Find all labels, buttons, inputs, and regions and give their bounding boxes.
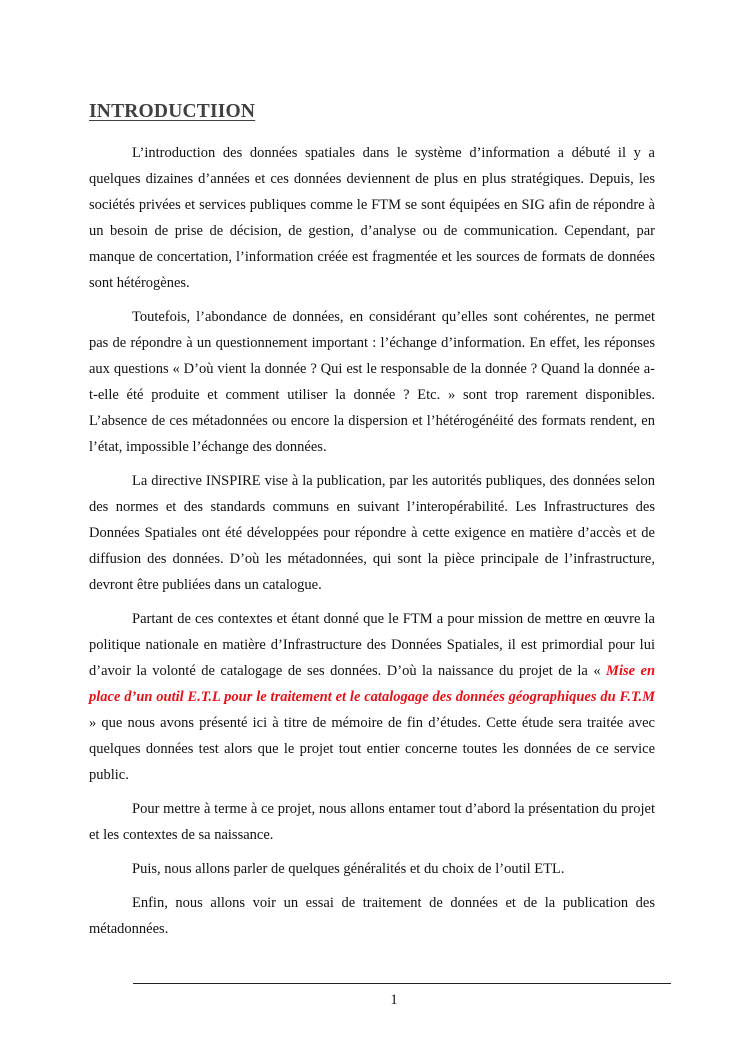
paragraph-inspire: La directive INSPIRE vise à la publication, par les autorités publiques, des données selon des normes et des standards communs en suivant l’interopérabilité. Les Infrastructures des Données Spatiales ont été développées pour répondre à cette exigence en matière d’accès et de diffusion des données. D’où les métadonnées, qui sont la pièce principale de l’infrastructure, devront être publiées dans un catalogue. [89,473,655,593]
page-number: 1 [390,992,398,1008]
project-title-highlight: Mise en place d’un outil E.T.L pour le traitement et le catalogage des données géographiques du F.T.M [89,663,656,705]
paragraph-plan-2: Puis, nous allons parler de quelques généralités et du choix de l’outil ETL. [132,861,565,877]
project-text-before: Partant de ces contextes et étant donné que le FTM a pour mission de mettre en œuvre la politique nationale en matière d’Infrastructure des Données Spatiales, il est primordial pour lui d’avoir la volonté de catalogage de ses données. D’où la naissance du projet de la « [89,611,655,679]
project-text-after: » que nous avons présenté ici à titre de mémoire de fin d’études. Cette étude sera traitée avec quelques données test alors que le projet tout entier concerne toutes les données de ce service public. [89,715,655,783]
paragraph-intro: L’introduction des données spatiales dans le système d’information a débuté il y a quelques dizaines d’années et ces données deviennent de plus en plus stratégiques. Depuis, les sociétés privées et services publiques comme le FTM se sont équipées en SIG afin de répondre à un besoin de prise de décision, de gestion, d’analyse ou de communication. Cependant, par manque de concertation, l’information créée est fragmentée et les sources de formats de données sont hétérogènes. [89,145,655,291]
paragraph-metadata: Toutefois, l’abondance de données, en considérant qu’elles sont cohérentes, ne permet pas de répondre à un questionnement important : l’échange d’information. En effet, les réponses aux questions « D’où vient la donnée ? Qui est le responsable de la donnée ? Quand la donnée a-t-elle été produite et comment utiliser la donnée ? Etc. » sont trop rarement disponibles. L’absence de ces métadonnées ou encore la dispersion et l’hétérogénéité des formats rendent, en l’état, impossible l’échange des données. [89,309,655,455]
paragraph-project [89,606,655,788]
section-heading: INTRODUCTIION [89,101,256,122]
footer-rule [133,983,671,984]
body-text [89,140,655,950]
paragraph-plan-1: Pour mettre à terme à ce projet, nous allons entamer tout d’abord la présentation du projet et les contextes de sa naissance. [89,801,655,843]
paragraph-plan-3: Enfin, nous allons voir un essai de traitement de données et de la publication des métadonnées. [89,895,655,937]
